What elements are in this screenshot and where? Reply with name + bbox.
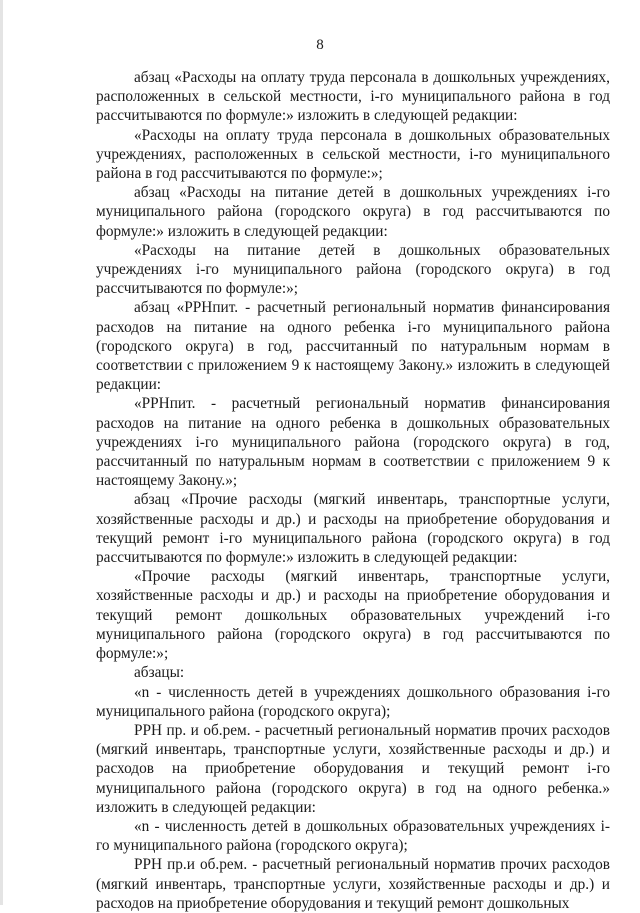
paragraph: абзац «РРНпит. - расчетный региональный норматив финансирования расходов на питание на одного ребенка i-го муниципального района (городского округа) в год, рассчитанный по натуральным нормам в соответствии с приложением 9 к настоящему Закону.» изложить в следующей редакции: <box>96 299 610 394</box>
paragraph: абзац «Прочие расходы (мягкий инвентарь, транспортные услуги, хозяйственные расходы и др.) и расходы на приобретение оборудования и текущий ремонт i-го муниципального района (городского округа) в год рассчитываются по формуле:» изложить в следующей редакции: <box>96 491 610 567</box>
page-edge <box>0 0 3 905</box>
paragraph: «РРНпит. - расчетный региональный норматив финансирования расходов на питание на одного ребенка в дошкольных образовательных учреждениях i-го муниципального района (городского округа) в год, рассчитанный по натуральным нормам в соответствии с приложением 9 к настоящему Закону.»; <box>96 395 610 490</box>
paragraph: РРН пр. и об.рем. - расчетный региональный норматив прочих расходов (мягкий инвентарь, транспортные услуги, хозяйственные расходы и др.) и расходов на приобретение оборудования и текущий ремонт i-го муниципального района (городского округа) в год на одного ребенка.» изложить в следующей редакции: <box>96 721 610 816</box>
paragraph: «Прочие расходы (мягкий инвентарь, транспортные услуги, хозяйственные расходы и др.) и расходы на приобретение оборудования и текущий ремонт дошкольных образовательных учреждений i-го муниципального района (городского округа) в год рассчитываются по формуле:»; <box>96 568 610 663</box>
document-body <box>96 68 610 913</box>
paragraph: абзац «Расходы на оплату труда персонала в дошкольных учреждениях, расположенных в сельской местности, i-го муниципального района в год рассчитываются по формуле:» изложить в следующей редакции: <box>96 69 610 125</box>
paragraph: «n - численность детей в дошкольных образовательных учреждениях i-го муниципального района (городского округа); <box>96 817 610 855</box>
paragraph: абзацы: <box>134 664 185 682</box>
paragraph: РРН пр.и об.рем. - расчетный региональный норматив прочих расходов (мягкий инвентарь, транспортные услуги, хозяйственные расходы и др.) и расходов на приобретение оборудования и текущий ремонт дошкольных <box>96 856 610 912</box>
page-number: 8 <box>316 37 324 53</box>
paragraph: «Расходы на питание детей в дошкольных образовательных учреждениях i-го муниципального района (городского округа) в год рассчитываются по формуле:»; <box>96 241 610 298</box>
paragraph: абзац «Расходы на питание детей в дошкольных учреждениях i-го муниципального района (городского округа) в год рассчитываются по формуле:» изложить в следующей редакции: <box>96 184 610 240</box>
paragraph: «n - численность детей в учреждениях дошкольного образования i-го муниципального района (городского округа); <box>96 683 610 720</box>
paragraph: «Расходы на оплату труда персонала в дошкольных образовательных учреждениях, расположенных в сельской местности, i-го муниципального района в год рассчитываются по формуле:»; <box>96 126 610 183</box>
